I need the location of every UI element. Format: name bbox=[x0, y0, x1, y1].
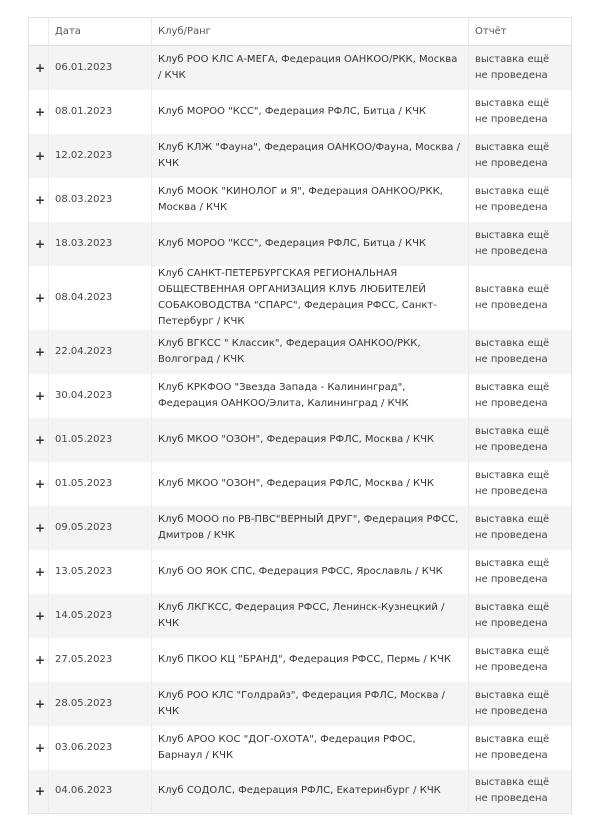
expand-row-button[interactable]: + bbox=[35, 432, 46, 447]
report-status: выставка ещё не проведена bbox=[469, 550, 572, 594]
show-date: 06.01.2023 bbox=[49, 46, 152, 90]
expand-row-button[interactable]: + bbox=[35, 696, 46, 711]
club-rank: Клуб ЛКГКСС, Федерация РФСС, Ленинск-Кузнецкий / КЧК bbox=[152, 594, 469, 638]
table-header-row bbox=[29, 18, 572, 46]
expand-row-button[interactable]: + bbox=[35, 148, 46, 163]
show-date: 22.04.2023 bbox=[49, 330, 152, 374]
show-date: 27.05.2023 bbox=[49, 638, 152, 682]
column-header-date: Дата bbox=[49, 18, 152, 46]
report-status: выставка ещё не проведена bbox=[469, 178, 572, 222]
table-row[interactable] bbox=[29, 462, 572, 506]
show-date: 08.01.2023 bbox=[49, 90, 152, 134]
show-date: 12.02.2023 bbox=[49, 134, 152, 178]
table-row[interactable] bbox=[29, 46, 572, 90]
table-row[interactable] bbox=[29, 330, 572, 374]
expand-row-button[interactable]: + bbox=[35, 388, 46, 403]
table-row[interactable] bbox=[29, 770, 572, 814]
expand-row-button[interactable]: + bbox=[35, 784, 46, 799]
club-rank: Клуб МООК "КИНОЛОГ и Я", Федерация ОАНКОО/РКК, Москва / КЧК bbox=[152, 178, 469, 222]
table-row[interactable] bbox=[29, 374, 572, 418]
column-header-report: Отчёт bbox=[469, 18, 572, 46]
show-date: 01.05.2023 bbox=[49, 418, 152, 462]
show-date: 01.05.2023 bbox=[49, 462, 152, 506]
club-rank: Клуб ВГКСС " Классик", Федерация ОАНКОО/РКК, Волгоград / КЧК bbox=[152, 330, 469, 374]
club-rank: Клуб КЛЖ "Фауна", Федерация ОАНКОО/Фауна, Москва / КЧК bbox=[152, 134, 469, 178]
shows-table-container bbox=[28, 17, 571, 814]
expand-row-button[interactable]: + bbox=[35, 476, 46, 491]
table-row[interactable] bbox=[29, 506, 572, 550]
club-rank: Клуб САНКТ-ПЕТЕРБУРГСКАЯ РЕГИОНАЛЬНАЯ ОБЩЕСТВЕННАЯ ОРГАНИЗАЦИЯ КЛУБ ЛЮБИТЕЛЕЙ СОБАКОВОДСТВА "СПАРС", Федерация РФСС, Санкт-Петербург / КЧК bbox=[152, 266, 469, 330]
column-header-toggle bbox=[29, 18, 49, 46]
report-status: выставка ещё не проведена bbox=[469, 374, 572, 418]
show-date: 09.05.2023 bbox=[49, 506, 152, 550]
show-date: 28.05.2023 bbox=[49, 682, 152, 726]
show-date: 04.06.2023 bbox=[49, 770, 152, 814]
show-date: 08.04.2023 bbox=[49, 266, 152, 330]
report-status: выставка ещё не проведена bbox=[469, 134, 572, 178]
show-date: 03.06.2023 bbox=[49, 726, 152, 770]
shows-table bbox=[28, 17, 572, 814]
club-rank: Клуб МКОО "ОЗОН", Федерация РФЛС, Москва / КЧК bbox=[152, 462, 469, 506]
report-status: выставка ещё не проведена bbox=[469, 770, 572, 814]
club-rank: Клуб АРОО КОС "ДОГ-ОХОТА", Федерация РФОС, Барнаул / КЧК bbox=[152, 726, 469, 770]
club-rank: Клуб КРКФОО "Звезда Запада - Калининград", Федерация ОАНКОО/Элита, Калининград / КЧК bbox=[152, 374, 469, 418]
expand-row-button[interactable]: + bbox=[35, 740, 46, 755]
club-rank: Клуб МОРОО "КСС", Федерация РФЛС, Битца / КЧК bbox=[152, 90, 469, 134]
report-status: выставка ещё не проведена bbox=[469, 330, 572, 374]
club-rank: Клуб СОДОЛС, Федерация РФЛС, Екатеринбург / КЧК bbox=[152, 770, 469, 814]
table-row[interactable] bbox=[29, 418, 572, 462]
table-row[interactable] bbox=[29, 550, 572, 594]
club-rank: Клуб МООО по РВ-ПВС"ВЕРНЫЙ ДРУГ", Федерация РФСС, Дмитров / КЧК bbox=[152, 506, 469, 550]
report-status: выставка ещё не проведена bbox=[469, 682, 572, 726]
expand-row-button[interactable]: + bbox=[35, 104, 46, 119]
club-rank: Клуб РОО КЛС А-МЕГА, Федерация ОАНКОО/РКК, Москва / КЧК bbox=[152, 46, 469, 90]
show-date: 13.05.2023 bbox=[49, 550, 152, 594]
report-status: выставка ещё не проведена bbox=[469, 594, 572, 638]
report-status: выставка ещё не проведена bbox=[469, 462, 572, 506]
table-row[interactable] bbox=[29, 594, 572, 638]
club-rank: Клуб РОО КЛС "Голдрайз", Федерация РФЛС, Москва / КЧК bbox=[152, 682, 469, 726]
table-row[interactable] bbox=[29, 682, 572, 726]
report-status: выставка ещё не проведена bbox=[469, 90, 572, 134]
expand-row-button[interactable]: + bbox=[35, 344, 46, 359]
report-status: выставка ещё не проведена bbox=[469, 418, 572, 462]
report-status: выставка ещё не проведена bbox=[469, 506, 572, 550]
expand-row-button[interactable]: + bbox=[35, 236, 46, 251]
table-row[interactable] bbox=[29, 266, 572, 330]
expand-row-button[interactable]: + bbox=[35, 290, 46, 305]
expand-row-button[interactable]: + bbox=[35, 60, 46, 75]
table-row[interactable] bbox=[29, 222, 572, 266]
expand-row-button[interactable]: + bbox=[35, 652, 46, 667]
club-rank: Клуб ПКОО КЦ "БРАНД", Федерация РФСС, Пермь / КЧК bbox=[152, 638, 469, 682]
club-rank: Клуб МКОО "ОЗОН", Федерация РФЛС, Москва / КЧК bbox=[152, 418, 469, 462]
table-row[interactable] bbox=[29, 726, 572, 770]
show-date: 14.05.2023 bbox=[49, 594, 152, 638]
report-status: выставка ещё не проведена bbox=[469, 638, 572, 682]
table-header bbox=[29, 18, 572, 46]
report-status: выставка ещё не проведена bbox=[469, 266, 572, 330]
report-status: выставка ещё не проведена bbox=[469, 46, 572, 90]
show-date: 30.04.2023 bbox=[49, 374, 152, 418]
table-row[interactable] bbox=[29, 178, 572, 222]
report-status: выставка ещё не проведена bbox=[469, 222, 572, 266]
club-rank: Клуб ОО ЯОК СПС, Федерация РФСС, Ярославль / КЧК bbox=[152, 550, 469, 594]
expand-row-button[interactable]: + bbox=[35, 520, 46, 535]
column-header-club: Клуб/Ранг bbox=[152, 18, 469, 46]
expand-row-button[interactable]: + bbox=[35, 192, 46, 207]
table-body bbox=[29, 46, 572, 814]
table-row[interactable] bbox=[29, 134, 572, 178]
expand-row-button[interactable]: + bbox=[35, 564, 46, 579]
table-row[interactable] bbox=[29, 90, 572, 134]
show-date: 08.03.2023 bbox=[49, 178, 152, 222]
table-row[interactable] bbox=[29, 638, 572, 682]
expand-row-button[interactable]: + bbox=[35, 608, 46, 623]
club-rank: Клуб МОРОО "КСС", Федерация РФЛС, Битца / КЧК bbox=[152, 222, 469, 266]
report-status: выставка ещё не проведена bbox=[469, 726, 572, 770]
show-date: 18.03.2023 bbox=[49, 222, 152, 266]
